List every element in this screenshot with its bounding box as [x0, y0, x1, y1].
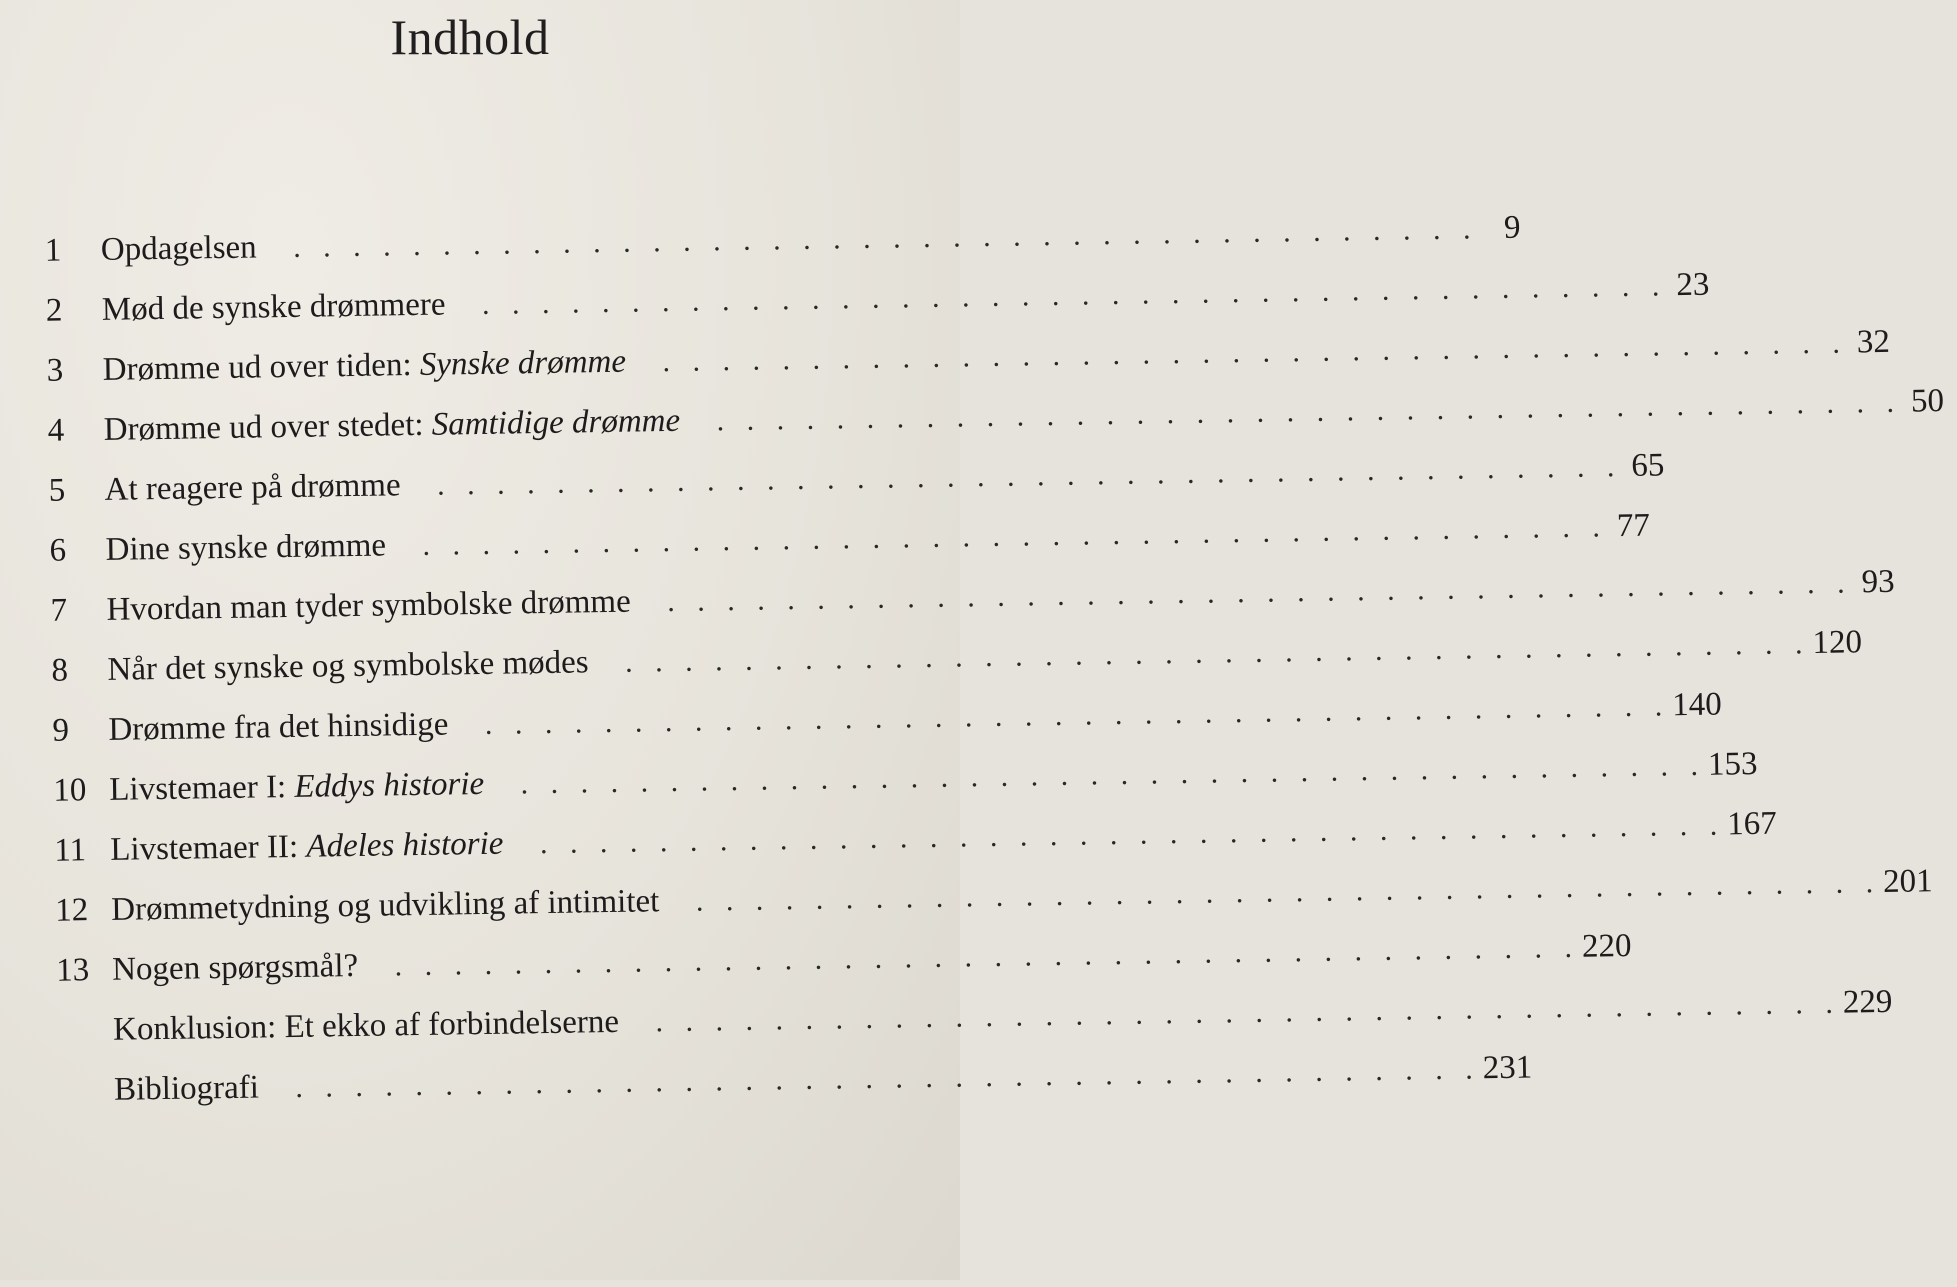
page-number: 9	[1503, 209, 1521, 246]
toc-entry	[48, 447, 1665, 512]
toc-entry	[55, 927, 1632, 992]
chapter-number: 2	[45, 292, 63, 329]
chapter-number: 8	[51, 652, 69, 689]
dot-leader: . . . . . . . . . . . . . . . . . . . . . . . . . . . . . . . . . . . . . . . .	[497, 748, 1699, 801]
page-number: 220	[1581, 927, 1632, 965]
chapter-number: 6	[49, 532, 67, 569]
toc-entry	[49, 507, 1651, 572]
dot-leader: . . . . . . . . . . . . . . . . . . . . . . . . . . . . . . . . . . . . . . . .	[693, 385, 1895, 438]
page-number: 77	[1616, 507, 1651, 545]
chapter-number	[57, 1040, 113, 1041]
toc-entry	[44, 209, 1521, 272]
dot-leader: . . . . . . . . . . . . . . . . . . . . . . . . . . . . . . . . . . . . . . . .	[414, 450, 1615, 502]
page-number: 153	[1707, 745, 1758, 783]
page-number: 50	[1910, 382, 1945, 420]
chapter-number: 11	[54, 832, 87, 869]
chapter-title: Opdagelsen	[100, 229, 257, 268]
page-number: 23	[1676, 266, 1710, 304]
dot-leader: . . . . . . . . . . . . . . . . . . . . . . . . . . . . . . . . . . . . . . . .	[459, 269, 1660, 322]
dot-leader: . . . . . . . . . . . . . . . . . . . . . . . . . . . . . . . . . . . . . . . .	[270, 212, 1471, 265]
toc-entry	[58, 1049, 1533, 1112]
toc-entry	[57, 983, 1893, 1052]
chapter-title: Drømme ud over stedet: Samtidige drømme	[103, 402, 681, 448]
toc-entry	[52, 686, 1723, 752]
chapter-number	[58, 1100, 114, 1101]
chapter-title: Nogen spørgsmål?	[111, 947, 359, 988]
chapter-title: Livstemaer I: Eddys historie	[109, 765, 485, 808]
chapter-title: At reagere på drømme	[104, 467, 401, 508]
page-number: 201	[1882, 863, 1933, 900]
chapter-title: Hvordan man tyder symbolske drømme	[106, 583, 631, 628]
dot-leader: . . . . . . . . . . . . . . . . . . . . . . . . . . . . . . . . . . . . . . . .	[399, 510, 1601, 563]
chapter-number: 1	[44, 232, 62, 269]
page-number: 140	[1671, 686, 1723, 724]
chapter-number: 10	[53, 772, 87, 809]
dot-leader: . . . . . . . . . . . . . . . . . . . . . . . . . . . . . . . . . . . . . . . .	[462, 689, 1663, 742]
dot-leader: . . . . . . . . . . . . . . . . . . . . . . . . . . . . . . . . . . . . . . . .	[639, 326, 1841, 379]
dot-leader: . . . . . . . . . . . . . . . . . . . . . . . . . . . . . . . . . . . . . . . .	[371, 930, 1573, 983]
chapter-title: Mød de synske drømmere	[101, 286, 446, 328]
toc-entry	[45, 266, 1710, 332]
chapter-number: 4	[47, 412, 65, 449]
page-number: 229	[1842, 983, 1893, 1021]
chapter-number: 12	[54, 892, 89, 929]
dot-leader: . . . . . . . . . . . . . . . . . . . . . . . . . . . . . . . . . . . . . . . .	[673, 866, 1874, 918]
toc-entry	[47, 382, 1945, 452]
chapter-title: Bibliografi	[113, 1069, 260, 1108]
chapter-number: 7	[50, 592, 68, 629]
chapter-title: Drømme fra det hinsidige	[108, 706, 449, 748]
chapter-number: 9	[52, 712, 70, 749]
chapter-title: Dine synske drømme	[105, 527, 387, 568]
chapter-title: Livstemaer II: Adeles historie	[110, 825, 504, 868]
chapter-title: Drømmetydning og udvikling af intimitet	[110, 883, 660, 928]
page-title: Indhold	[390, 9, 550, 65]
chapter-number: 3	[46, 352, 64, 389]
page-number: 167	[1726, 805, 1778, 843]
toc-entry	[46, 323, 1891, 392]
page-number: 32	[1856, 323, 1891, 361]
page-number: 93	[1861, 563, 1895, 601]
chapter-title: Konklusion: Et ekko af forbindelserne	[112, 1003, 620, 1048]
chapter-title: Drømme ud over tiden: Synske drømme	[102, 343, 627, 388]
page-number: 120	[1812, 624, 1863, 662]
dot-leader: . . . . . . . . . . . . . . . . . . . . . . . . . . . . . . . . . . . . . . . .	[272, 1052, 1473, 1105]
page-number: 231	[1482, 1049, 1533, 1087]
dot-leader: . . . . . . . . . . . . . . . . . . . . . . . . . . . . . . . . . . . . . . . .	[602, 627, 1803, 680]
chapter-number: 13	[55, 952, 90, 989]
dot-leader: . . . . . . . . . . . . . . . . . . . . . . . . . . . . . . . . . . . . . . . .	[632, 986, 1834, 1039]
chapter-number: 5	[48, 472, 66, 509]
toc-entry	[50, 563, 1895, 632]
chapter-title: Når det synske og symbolske mødes	[107, 644, 589, 688]
toc-entry	[51, 624, 1863, 692]
toc-entry	[54, 805, 1778, 872]
toc-entry	[54, 863, 1933, 932]
toc-entry	[53, 745, 1758, 812]
page-number: 65	[1631, 447, 1665, 484]
dot-leader: . . . . . . . . . . . . . . . . . . . . . . . . . . . . . . . . . . . . . . . .	[517, 808, 1718, 861]
dot-leader: . . . . . . . . . . . . . . . . . . . . . . . . . . . . . . . . . . . . . . . .	[644, 566, 1845, 619]
